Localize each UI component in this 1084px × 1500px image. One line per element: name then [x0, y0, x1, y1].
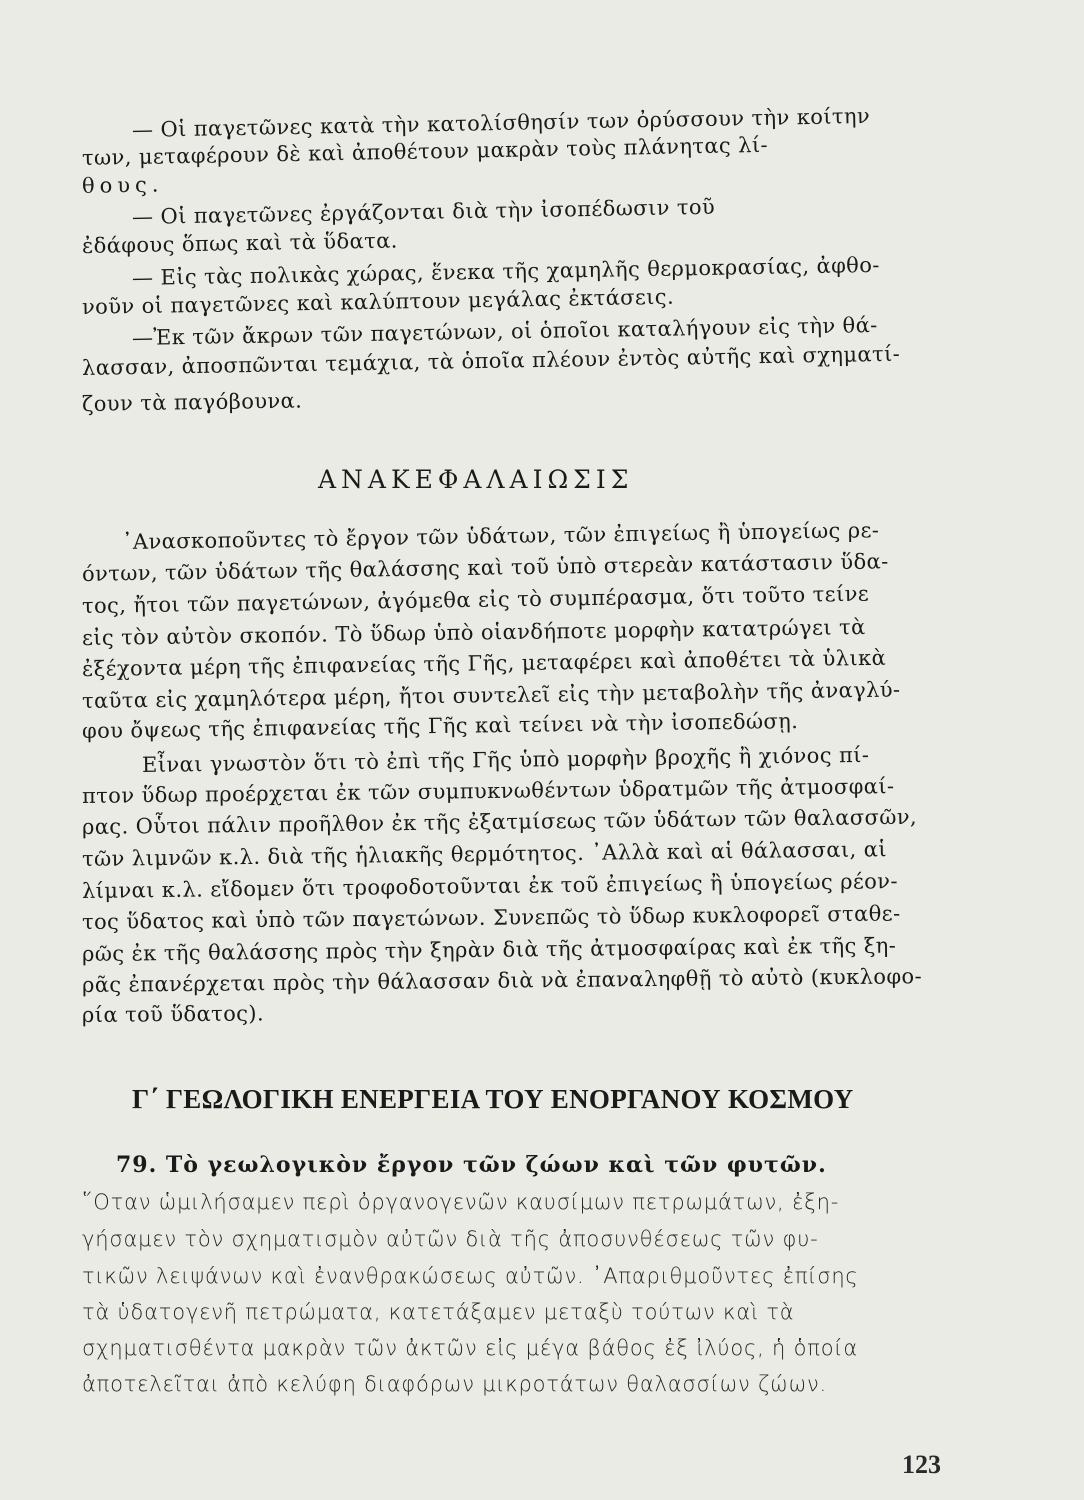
- body-line-6: ἀποτελεῖται ἀπὸ κελύφη διαφόρων μικροτάτων θαλασσίων ζώων.: [82, 1372, 827, 1396]
- section-title: Γ΄ ΓΕΩΛΟΓΙΚΗ ΕΝΕΡΓΕΙΑ ΤΟΥ ΕΝΟΡΓΑΝΟΥ ΚΟΣΜΟΥ: [132, 1084, 854, 1114]
- intro-line-6: — Εἰς τὰς πολικὰς χώρας, ἕνεκα τῆς χαμηλῆς θερμοκρασίας, ἀφθο-: [131, 252, 880, 290]
- subsection-title: 79. Τὸ γεωλογικὸν ἔργον τῶν ζώων καὶ τῶν φυτῶν.: [116, 1152, 827, 1178]
- intro-line-1: — Οἱ παγετῶνες κατὰ τὴν κατολίσθησίν των ὀρύσσουν τὴν κοίτην: [131, 103, 871, 142]
- intro-line-10: ζουν τὰ παγόβουνα.: [81, 388, 303, 416]
- intro-line-7: νοῦν οἱ παγετῶνες καὶ καλύπτουν μεγάλας ἐκτάσεις.: [81, 284, 675, 319]
- summary-line-16: ρία τοῦ ὕδατος).: [81, 1001, 265, 1027]
- summary-line-8: Εἶναι γνωστὸν ὅτι τὸ ἐπὶ τῆς Γῆς ὑπὸ μορφὴν βροχῆς ἢ χιόνος πί-: [141, 742, 870, 777]
- summary-line-7: φου ὄψεως τῆς ἐπιφανείας τῆς Γῆς καὶ τείνει νὰ τὴν ἰσοπεδώσῃ.: [81, 708, 799, 743]
- body-line-5: σχηματισθέντα μακρὰν τῶν ἀκτῶν εἰς μέγα βάθος ἐξ ἰλύος, ἡ ὁποία: [82, 1336, 858, 1360]
- summary-line-9: πτον ὕδωρ προέρχεται ἐκ τῶν συμπυκνωθέντων ὑδρατμῶν τῆς ἀτμοσφαί-: [81, 774, 895, 808]
- intro-line-5: ἐδάφους ὅπως καὶ τὰ ὕδατα.: [81, 228, 398, 258]
- summary-line-13: τος ὕδατος καὶ ὑπὸ τῶν παγετώνων. Συνεπῶς τὸ ὕδωρ κυκλοφορεῖ σταθε-: [81, 901, 901, 934]
- summary-line-3: τος, ἤτοι τῶν παγετώνων, ἀγόμεθα εἰς τὸ συμπέρασμα, ὅτι τοῦτο τείνε: [81, 581, 870, 618]
- summary-heading: ΑΝΑΚΕΦΑΛΑΙΩΣΙΣ: [318, 465, 634, 494]
- page-number: 123: [902, 1450, 941, 1479]
- intro-line-9: λασσαν, ἀποσπῶνται τεμάχια, τὰ ὁποῖα πλέουν ἐντὸς αὐτῆς καὶ σχηματί-: [81, 341, 901, 380]
- body-line-3: τικῶν λειψάνων καὶ ἐνανθρακώσεως αὐτῶν. ᾿Απαριθμοῦντες ἐπίσης: [82, 1264, 859, 1288]
- intro-line-8: —Ἐκ τῶν ἄκρων τῶν παγετώνων, οἱ ὁποῖοι καταλήγουν εἰς τὴν θά-: [131, 312, 878, 350]
- intro-line-2: των, μεταφέρουν δὲ καὶ ἀποθέτουν μακρὰν τοὺς πλάνητας λί-: [81, 132, 769, 170]
- summary-line-6: ταῦτα εἰς χαμηλότερα μέρη, ἤτοι συντελεῖ εἰς τὴν μεταβολὴν τῆς ἀναγλύ-: [81, 677, 901, 713]
- summary-line-5: ἐξέχοντα μέρη τῆς ἐπιφανείας τῆς Γῆς, μεταφέρει καὶ ἀποθέτει τὰ ὑλικὰ: [81, 645, 887, 681]
- summary-line-12: λίμναι κ.λ. εἴδομεν ὅτι τροφοδοτοῦνται ἐκ τοῦ ἐπιγείως ἢ ὑπογείως ρέον-: [81, 869, 899, 903]
- summary-line-11: τῶν λιμνῶν κ.λ. διὰ τῆς ἡλιακῆς θερμότητος. ᾿Αλλὰ καὶ αἱ θάλασσαι, αἱ: [81, 837, 888, 871]
- intro-line-3: θους.: [81, 172, 164, 198]
- intro-line-4: — Οἱ παγετῶνες ἐργάζονται διὰ τὴν ἰσοπέδωσιν τοῦ: [131, 194, 716, 229]
- summary-line-4: εἰς τὸν αὐτὸν σκοπόν. Τὸ ὕδωρ ὑπὸ οἱανδήποτε μορφὴν κατατρώγει τὰ: [81, 615, 866, 650]
- body-line-2: γήσαμεν τὸν σχηματισμὸν αὐτῶν διὰ τῆς ἀποσυνθέσεως τῶν φυ-: [82, 1227, 819, 1251]
- summary-line-15: ρᾶς ἐπανέρχεται πρὸς τὴν θάλασσαν διὰ νὰ ἐπαναληφθῇ τὸ αὐτὸ (κυκλοφο-: [81, 964, 923, 997]
- summary-line-14: ρῶς ἐκ τῆς θαλάσσης πρὸς τὴν ξηρὰν διὰ τῆς ἀτμοσφαίρας καὶ ἐκ τῆς ξη-: [81, 933, 897, 966]
- summary-line-2: όντων, τῶν ὑδάτων τῆς θαλάσσης καὶ τοῦ ὑπὸ στερεὰν κατάστασιν ὕδα-: [81, 549, 889, 586]
- summary-line-10: ρας. Οὗτοι πάλιν προῆλθον ἐκ τῆς ἐξατμίσεως τῶν ὑδάτων τῶν θαλασσῶν,: [81, 804, 918, 839]
- summary-line-1: ᾿Ανασκοποῦντες τὸ ἔργον τῶν ὑδάτων, τῶν ἐπιγείως ἢ ὑπογείως ρε-: [121, 518, 880, 554]
- body-line-4: τὰ ὑδατογενῆ πετρώματα, κατετάξαμεν μεταξὺ τούτων καὶ τὰ: [82, 1300, 795, 1324]
- body-line-1: ῞Οταν ὡμιλήσαμεν περὶ ὀργανογενῶν καυσίμων πετρωμάτων, ἐξη-: [82, 1190, 840, 1214]
